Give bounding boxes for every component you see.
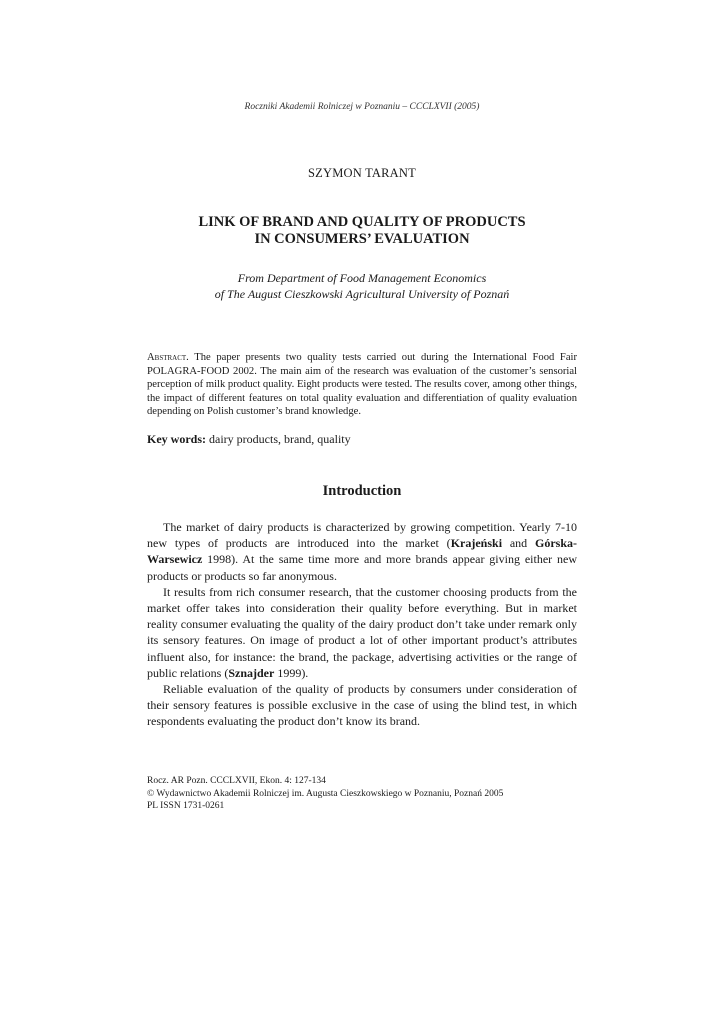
paragraph-2-text-a: It results from rich consumer research, that the customer choosing products from the market offer takes into consideration their quality before everything. But in market reality consumer evaluating the quality of the dairy product don’t take under remark only its sensory features. On image of product a lot of other important product’s attributes influent also, for instance: the brand, the package, advertising activities or the range of public relations ( bbox=[147, 584, 577, 680]
paper-title bbox=[0, 214, 724, 248]
introduction-body bbox=[147, 519, 577, 730]
paragraph-1-text-a: The market of dairy products is characterized by growing competition. Yearly 7-10 new types of products are introduced into the market ( bbox=[147, 520, 577, 551]
paragraph-1-text-c: 1998). At the same time more and more brands appear giving either new products or products so far anonymous. bbox=[147, 552, 577, 583]
citation-krajenski: Krajeński bbox=[450, 536, 503, 551]
paragraph-1-text-b: and bbox=[502, 536, 536, 551]
paragraph-2-text-b: 1999). bbox=[274, 665, 309, 680]
keywords-text: dairy products, brand, quality bbox=[206, 432, 351, 446]
section-title-introduction: Introduction bbox=[322, 483, 402, 499]
affiliation bbox=[0, 270, 724, 302]
abstract-label: Abstract. bbox=[147, 352, 189, 363]
keywords bbox=[147, 432, 577, 447]
footer-citation: Rocz. AR Pozn. CCCLXVII, Ekon. 4: 127-134 bbox=[147, 776, 326, 786]
footer-copyright: © Wydawnictwo Akademii Rolniczej im. Augusta Cieszkowskiego w Poznaniu, Poznań 2005 bbox=[147, 788, 504, 799]
keywords-label: Key words: bbox=[147, 432, 206, 446]
publication-footer bbox=[147, 775, 577, 813]
author-name: SZYMON TARANT bbox=[308, 166, 416, 180]
affiliation-line-1: From Department of Food Management Economics bbox=[237, 271, 487, 285]
affiliation-line-2: of The August Cieszkowski Agricultural University of Poznań bbox=[214, 287, 510, 301]
footer-issn: PL ISSN 1731-0261 bbox=[147, 801, 225, 811]
citation-sznajder: Sznajder bbox=[228, 665, 275, 680]
abstract bbox=[147, 351, 577, 419]
paragraph-1 bbox=[147, 519, 577, 584]
citation-gorska-warsewicz: Górska-Warsewicz bbox=[147, 536, 578, 567]
abstract-text: The paper presents two quality tests carried out during the International Food Fair POLAGRA-FOOD 2002. The main aim of the research was evaluation of the customer’s sensorial perception of milk product quality. Eight products were tested. The results cover, among other things, the impact of different features on total quality evaluation and differentiation of quality evaluation depending on Polish customer’s brand knowledge. bbox=[147, 352, 577, 417]
running-head: Roczniki Akademii Rolniczej w Poznaniu – CCCLXVII (2005) bbox=[244, 102, 480, 112]
paper-title-line-1: LINK OF BRAND AND QUALITY OF PRODUCTS bbox=[198, 214, 526, 230]
paragraph-3: Reliable evaluation of the quality of products by consumers under consideration of their sensory features is possible exclusive in the case of using the blind test, in which respondents evaluating the product don’t know its brand. bbox=[147, 682, 577, 729]
paper-title-line-2: IN CONSUMERS’ EVALUATION bbox=[254, 231, 470, 247]
paragraph-2 bbox=[147, 584, 577, 681]
